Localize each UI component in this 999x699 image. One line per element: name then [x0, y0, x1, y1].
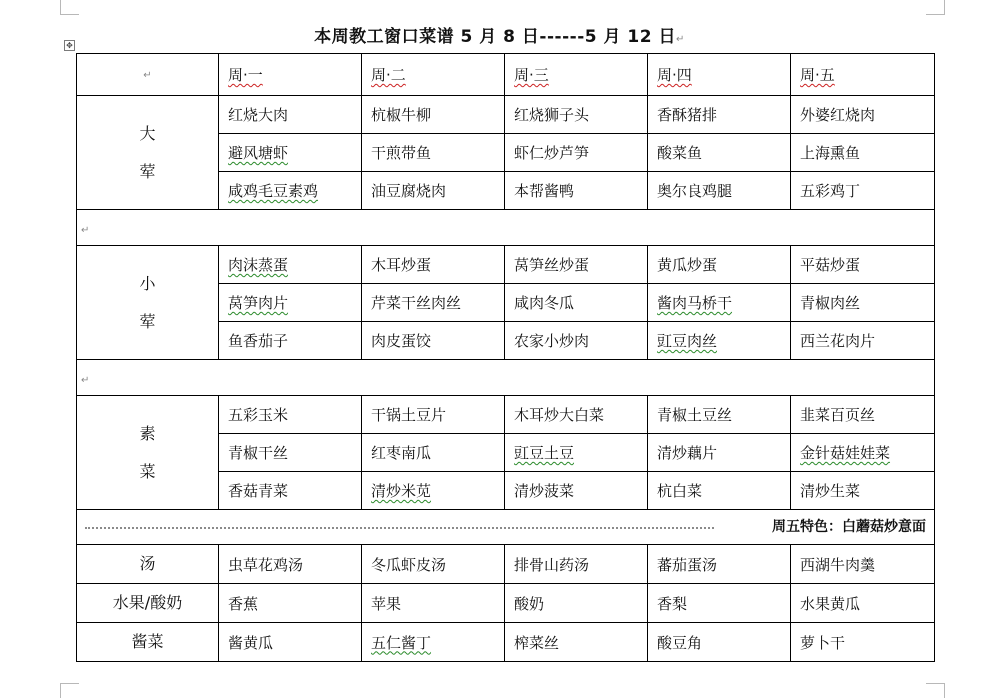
dish-cell: [505, 172, 648, 210]
cell-text: 榨菜丝: [514, 633, 560, 652]
cell-text: 农家小炒肉: [514, 332, 590, 350]
paragraph-mark: ↵: [81, 374, 90, 386]
cell-text: 豇豆土豆: [514, 444, 575, 462]
cell-text: 清炒藕片: [657, 444, 718, 462]
dish-cell: [362, 322, 505, 360]
dish-cell: [362, 246, 505, 284]
dish-cell: [505, 284, 648, 322]
cell-text: 木耳炒大白菜: [514, 406, 605, 424]
cell-text: 奥尔良鸡腿: [657, 182, 733, 200]
cell-text: 西兰花肉片: [800, 332, 876, 350]
header-row: [77, 54, 935, 96]
day-header-2: [362, 54, 505, 96]
dish-cell: [362, 172, 505, 210]
dish-cell: [648, 396, 791, 434]
cell-text: 杭白菜: [657, 482, 703, 500]
cell-text: 酸豆角: [657, 633, 703, 652]
dish-cell: [505, 472, 648, 510]
dish-cell: [648, 172, 791, 210]
dish-cell: [505, 434, 648, 472]
category-char: 大: [139, 123, 156, 143]
separator-cell: [77, 210, 935, 246]
cell-text: 五仁酱丁: [371, 633, 432, 652]
dish-cell: [791, 472, 935, 510]
category-char: 小: [139, 273, 156, 293]
cell-text: 避风塘虾: [228, 144, 289, 162]
cell-text: 香梨: [657, 594, 688, 613]
dish-cell: [505, 96, 648, 134]
separator-row: [77, 360, 935, 396]
paragraph-mark: ↵: [81, 224, 90, 236]
cell-text: 清炒米苋: [371, 482, 432, 500]
cell-text: 干煎带鱼: [371, 144, 432, 162]
cell-text: 韭菜百页丝: [800, 406, 876, 424]
dish-cell: [219, 584, 362, 623]
cell-text: 清炒菠菜: [514, 482, 575, 500]
friday-special-row: [77, 510, 935, 545]
dish-cell: [219, 246, 362, 284]
cell-text: 木耳炒蛋: [371, 256, 432, 274]
cell-text: 酸菜鱼: [657, 144, 703, 162]
page-title: [0, 22, 999, 47]
cell-text: 干锅土豆片: [371, 406, 447, 424]
day-header-3: [505, 54, 648, 96]
cell-text: 水果黄瓜: [800, 594, 861, 613]
dish-cell: [219, 472, 362, 510]
dish-cell: [648, 434, 791, 472]
friday-special-text: 周五特色：白蘑菇炒意面: [768, 510, 926, 544]
category-char: 荤: [139, 311, 156, 331]
title-text: 本周教工窗口菜谱 5 月 8 日------5 月 12 日: [314, 27, 676, 47]
dish-cell: [648, 246, 791, 284]
dish-cell: [362, 584, 505, 623]
cell-text: 五彩玉米: [228, 406, 289, 424]
cell-text: 周·四: [657, 66, 692, 84]
cell-text: 外婆红烧肉: [800, 106, 876, 124]
dish-cell: [219, 396, 362, 434]
cell-text: 本帮酱鸭: [514, 182, 575, 200]
dish-cell: [648, 545, 791, 584]
cell-text: 青椒肉丝: [800, 294, 861, 312]
page-corner-top-left: [60, 0, 79, 15]
dish-cell: [791, 246, 935, 284]
header-corner-cell: [77, 54, 219, 96]
dish-cell: [791, 623, 935, 662]
dish-cell: [791, 322, 935, 360]
cell-text: 咸肉冬瓜: [514, 294, 575, 312]
cell-text: 苹果: [371, 594, 402, 613]
dish-cell: [362, 545, 505, 584]
page-corner-bottom-left: [60, 683, 79, 698]
cell-text: 红烧大肉: [228, 106, 289, 124]
cell-text: 西湖牛肉羹: [800, 555, 876, 574]
category-cell: [77, 96, 219, 210]
dish-cell: [648, 134, 791, 172]
dish-cell: [362, 396, 505, 434]
dish-cell: [219, 322, 362, 360]
cell-text: 红烧狮子头: [514, 106, 590, 124]
category-char: 菜: [139, 461, 156, 481]
dish-cell: [219, 96, 362, 134]
cell-text: 周·三: [514, 66, 549, 84]
dish-cell: [791, 134, 935, 172]
cell-text: 蕃茄蛋汤: [657, 555, 718, 574]
cell-text: 虾仁炒芦笋: [514, 144, 590, 162]
cell-text: 莴笋肉片: [228, 294, 289, 312]
cell-text: 芹菜干丝肉丝: [371, 294, 462, 312]
day-header-4: [648, 54, 791, 96]
cell-text: 五彩鸡丁: [800, 182, 861, 200]
cell-text: 杭椒牛柳: [371, 106, 432, 124]
dish-cell: [362, 284, 505, 322]
dish-cell: [648, 472, 791, 510]
page-corner-top-right: [926, 0, 945, 15]
cell-text: 周·五: [800, 66, 835, 84]
category-cell: [77, 396, 219, 510]
menu-row: [77, 246, 935, 284]
separator-cell: [77, 360, 935, 396]
cell-text: 香酥猪排: [657, 106, 718, 124]
cell-text: 排骨山药汤: [514, 555, 590, 574]
cell-text: 红枣南瓜: [371, 444, 432, 462]
dish-cell: [505, 545, 648, 584]
dish-cell: [505, 584, 648, 623]
dish-cell: [648, 623, 791, 662]
dish-cell: [219, 434, 362, 472]
category-char: 荤: [139, 161, 156, 181]
dish-cell: [505, 246, 648, 284]
dish-cell: [648, 96, 791, 134]
menu-table: [76, 53, 935, 662]
cell-text: 清炒生菜: [800, 482, 861, 500]
dish-cell: [362, 434, 505, 472]
cell-text: 上海熏鱼: [800, 144, 861, 162]
dish-cell: [791, 96, 935, 134]
cell-text: 周·一: [228, 66, 263, 84]
category-char: 素: [139, 423, 156, 443]
dish-cell: [219, 284, 362, 322]
category-cell: 酱菜: [77, 623, 219, 662]
day-header-5: [791, 54, 935, 96]
dish-cell: [505, 623, 648, 662]
category-cell: 汤: [77, 545, 219, 584]
page-corner-bottom-right: [926, 683, 945, 698]
dish-cell: [791, 172, 935, 210]
dish-cell: [505, 134, 648, 172]
category-cell: [77, 246, 219, 360]
dish-cell: [219, 172, 362, 210]
dish-cell: [219, 545, 362, 584]
category-cell: 水果/酸奶: [77, 584, 219, 623]
dish-cell: [362, 623, 505, 662]
cell-text: 肉沫蒸蛋: [228, 256, 289, 274]
cell-text: 金针菇娃娃菜: [800, 444, 891, 462]
cell-text: 香菇青菜: [228, 482, 289, 500]
cell-text: 青椒土豆丝: [657, 406, 733, 424]
dish-cell: [648, 284, 791, 322]
day-header-1: [219, 54, 362, 96]
cell-text: 青椒干丝: [228, 444, 289, 462]
cell-text: 咸鸡毛豆素鸡: [228, 182, 319, 200]
table-move-handle-icon[interactable]: ✥: [64, 40, 75, 51]
cell-text: 肉皮蛋饺: [371, 332, 432, 350]
dish-cell: [362, 96, 505, 134]
cell-text: 酱黄瓜: [228, 633, 274, 652]
dish-cell: [791, 545, 935, 584]
cell-text: 平菇炒蛋: [800, 256, 861, 274]
cell-text: 鱼香茄子: [228, 332, 289, 350]
dish-cell: [791, 396, 935, 434]
cell-text: 豇豆肉丝: [657, 332, 718, 350]
cell-text: 酸奶: [514, 594, 545, 613]
dish-cell: [648, 584, 791, 623]
extra-row: [77, 545, 935, 584]
dish-cell: [362, 472, 505, 510]
dish-cell: [505, 322, 648, 360]
dish-cell: [219, 623, 362, 662]
dish-cell: [791, 434, 935, 472]
extra-row: [77, 623, 935, 662]
menu-row: [77, 396, 935, 434]
friday-special-cell: [77, 510, 935, 545]
cell-text: 萝卜干: [800, 633, 846, 652]
cell-text: 黄瓜炒蛋: [657, 256, 718, 274]
cell-text: 香蕉: [228, 594, 259, 613]
dish-cell: [219, 134, 362, 172]
cell-text: 周·二: [371, 66, 406, 84]
cell-text: 虫草花鸡汤: [228, 555, 304, 574]
extra-row: [77, 584, 935, 623]
cell-text: 莴笋丝炒蛋: [514, 256, 590, 274]
dish-cell: [505, 396, 648, 434]
dish-cell: [362, 134, 505, 172]
paragraph-mark: ↵: [143, 70, 152, 81]
dish-cell: [791, 284, 935, 322]
separator-row: [77, 210, 935, 246]
menu-row: [77, 96, 935, 134]
cell-text: 冬瓜虾皮汤: [371, 555, 447, 574]
dotted-leader: [85, 527, 714, 529]
dish-cell: [648, 322, 791, 360]
cell-text: 酱肉马桥干: [657, 294, 733, 312]
dish-cell: [791, 584, 935, 623]
cell-text: 油豆腐烧肉: [371, 182, 447, 200]
paragraph-mark: ↵: [676, 34, 685, 45]
